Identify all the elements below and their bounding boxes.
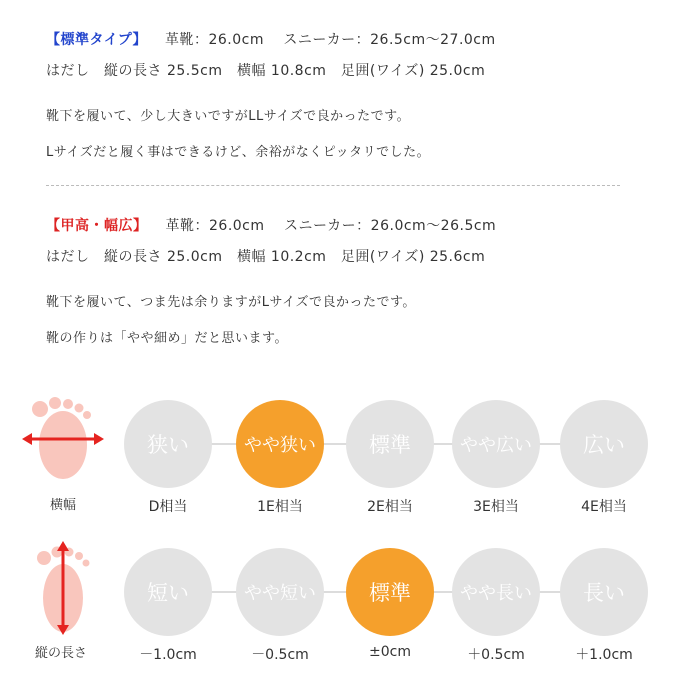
shoe-size-text: 革靴：26.0cm スニーカー：26.5cm～27.0cm — [164, 32, 496, 48]
review-size-line — [46, 25, 626, 56]
width-caption: 2E相当 — [367, 499, 413, 515]
review-high-wide — [46, 211, 626, 357]
length-caption: ＋1.0cm — [575, 647, 633, 663]
shoe-size-text: 革靴：26.0cm スニーカー：26.0cm～26.5cm — [165, 218, 497, 234]
width-caption: 1E相当 — [257, 499, 303, 515]
foot-width-icon — [18, 395, 108, 485]
foot-measure-line: はだし 縦の長さ 25.5cm 横幅 10.8cm 足囲(ワイズ) 25.0cm — [46, 63, 486, 79]
review-tag: 【標準タイプ】 — [46, 32, 147, 48]
width-caption: D相当 — [148, 499, 188, 515]
width-axis-label: 横幅 — [49, 498, 76, 513]
section-divider — [46, 185, 620, 186]
length-option-short[interactable]: 短い — [124, 548, 212, 636]
length-caption: ＋0.5cm — [467, 647, 525, 663]
foot-length-icon — [18, 538, 108, 638]
length-option-slightly-short[interactable]: やや短い — [236, 548, 324, 636]
review-comment: 靴下を履いて、少し大きいですがLLサイズで良かったです。 — [46, 109, 411, 124]
width-option-slightly-narrow[interactable]: やや狭い — [236, 400, 324, 488]
width-option-narrow[interactable]: 狭い — [124, 400, 212, 488]
width-option-wide[interactable]: 広い — [560, 400, 648, 488]
length-caption: ±0cm — [369, 644, 411, 660]
review-comment: 靴下を履いて、つま先は余りますがLサイズで良かったです。 — [46, 295, 416, 310]
width-option-slightly-wide[interactable]: やや広い — [452, 400, 540, 488]
foot-measure-line: はだし 縦の長さ 25.0cm 横幅 10.2cm 足囲(ワイズ) 25.6cm — [46, 249, 486, 265]
length-option-slightly-long[interactable]: やや長い — [452, 548, 540, 636]
width-option-standard[interactable]: 標準 — [346, 400, 434, 488]
width-caption: 4E相当 — [581, 499, 627, 515]
spacer — [46, 87, 626, 99]
review-standard — [46, 25, 626, 171]
length-caption: －0.5cm — [251, 647, 309, 663]
width-caption: 3E相当 — [473, 499, 519, 515]
review-comment: Lサイズだと履く事はできるけど、余裕がなくピッタリでした。 — [46, 145, 431, 160]
length-axis-label: 縦の長さ — [34, 646, 87, 661]
review-size-line — [46, 211, 626, 242]
spacer — [46, 273, 626, 285]
review-comment: 靴の作りは「やや細め」だと思います。 — [46, 331, 288, 346]
length-option-long[interactable]: 長い — [560, 548, 648, 636]
length-caption: －1.0cm — [139, 647, 197, 663]
length-option-standard[interactable]: 標準 — [346, 548, 434, 636]
review-tag: 【甲高・幅広】 — [46, 218, 148, 234]
